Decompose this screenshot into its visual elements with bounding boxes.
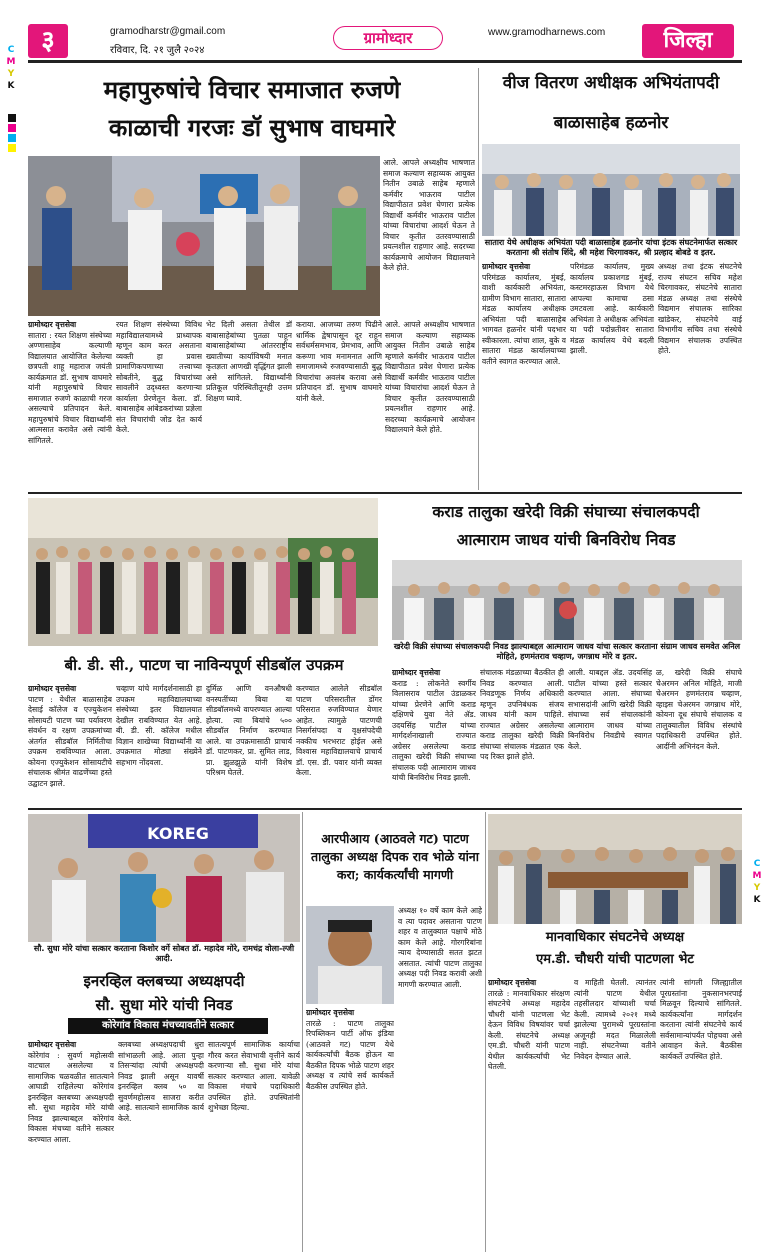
cmyk-m: M: [6, 57, 16, 67]
story2-col1-text: परिमंडळ कार्यालय, मुंबई, वाशी कार्यकारी अभियंता, ग्रामीण विभाग सातारा, सातारा मंडळ कार्यालय अधीक्षक अभियंता पदी बाळासाहेब भागवत हळनोर यांनी पदभार स्वीकारला. त्यांचा शाल, बुके व सातारा मंडळ कार्यालयाच्या वतीने स्वागत करण्यात आले.: [482, 272, 566, 366]
story1-col5-top: आले. आपले अध्यक्षीय भाषणात समाज कल्याण सहाय्यक आयुक्त नितीन उबाळे साहेब म्हणाले कर्मवीर भाऊराव पाटील विद्यापीठात प्रवेश घेणारा प्रत्येक विद्यार्थी कर्मवीर भाऊराव पाटील यांच्या विचारांचा आदर्श घेऊन ते विचार कृतीत उतरवण्यासाठी प्रयत्नशील राहणार आहे. सदरच्या कार्यक्रमाचे आयोजन विद्यालयाने केले होते.: [383, 158, 475, 272]
story1-col5-bottom: आले. आपले अध्यक्षीय भाषणात समाज कल्याण सहाय्यक आयुक्त नितीन उबाळे साहेब म्हणाले कर्मवीर भाऊराव पाटील विद्यापीठात प्रवेश घेणारा प्रत्येक विद्यार्थी कर्मवीर भाऊराव पाटील यांच्या विचारांचा आदर्श घेऊन ते विचार कृतीत उतरवण्यासाठी प्रयत्नशील राहणार आहे. सदरच्या कार्यक्रमाचे आयोजन विद्यालयाने केले होते.: [385, 320, 475, 434]
story1-photo: [28, 156, 380, 316]
cmyk-c: C: [7, 45, 15, 55]
story1-col1-text: सातारा : रयत शिक्षण संस्थेच्या अण्णासाहेब कल्याणी विद्यालयात आयोजित केलेल्या छत्रपती शाहू महाराज जयंती कार्यक्रमात डॉ. सुभाष वाघमारे यांनी महापुरुषांचे विचार समाजात रुजणे काळाची गरज असल्याचे प्रतिपादन केले. महापुरुषांचे विचार विद्यार्थ्यांनी आत्मसात करावेत असे त्यांनी सांगितले.: [28, 330, 112, 445]
story3-col2: चव्हाण यांचे मार्गदर्शनासाठी हा उपक्रम महाविद्यालयाच्या संस्थेच्या इतर विद्यालयात देखील राबविण्यात येत आहे. बी. डी. सी. कॉलेज मधील विज्ञान शाखेच्या विद्यार्थ्यांनी या उपक्रमात मोठ्या संख्येने सहभाग नोंदवला.: [116, 684, 202, 767]
story4-photo-caption: खरेदी विक्री संघाच्या संचालकपदी निवड झाल्याबद्दल आत्माराम जाधव यांचा सत्कार करताना संग्राम जाधव समवेत अनिल मोहिते, हणमंतराव चव्हाण, जगन्नाथ मोरे व इतर.: [393, 642, 741, 661]
story2-photo: [482, 144, 740, 236]
story5-col3: सातत्यपूर्ण सामाजिक कार्याचा गौरव करत सेवाभावी वृत्तीने कार्य करणाऱ्या सौ. सुधा मोरे यांचा सत्कार करण्यात आला. यावेळी विकास मंचाचे पदाधिकारी उपस्थित होते. उपस्थितांनी शुभेच्छा दिल्या.: [208, 1040, 300, 1112]
column-divider-2: [302, 812, 303, 1252]
story6-dateline: ग्रामोध्दार वृत्तसेवा: [306, 1008, 355, 1017]
story3-photo: [28, 498, 378, 646]
story1-dateline: ग्रामोध्दार वृत्तसेवा: [28, 320, 77, 329]
story3-col3: दुर्मिळ आणि वनऔषधी वनस्पतींच्या बिया या सीडबॉलमध्ये वापरण्यात आल्या होत्या. त्या बियांचे ५०० सीडबॉल निर्माण करण्यात आले. या उपक्रमासाठी प्राचार्य डॉ. पाटणकर, प्रा. सुमित लाड, प्रा. झुळझुळे यांनी विशेष परिश्रम घेतले.: [206, 684, 292, 777]
section-label: जिल्हा: [642, 24, 734, 58]
story3-col4: करण्यात आलेले सीडबॉल पाटण परिसरातील डोंगर परिसरात रुजविण्यात येणार आहेत. त्यामुळे पाटणची निसर्गसंपदा व वृक्षसंपदेची नक्कीच भरभराट होईल असे विश्वास महाविद्यालयाचे प्राचार्य डॉ. एस. डी. पवार यांनी व्यक्त केला.: [296, 684, 382, 777]
header-date: रविवार, दि. २१ जुलै २०२४: [110, 45, 205, 56]
column-divider: [478, 68, 479, 490]
story7-dateline: ग्रामोध्दार वृत्तसेवा: [488, 978, 537, 987]
story5-col1-text: कोरेगांव : सुवर्ण महोत्सवी वाटचाल असलेल्या व सामाजिक चळवळीत सातत्याने आघाडी राहिलेल्या कोरेगांव इनरव्हिल क्लबच्या अध्यक्षपदी सौ. सुधा महादेव मोरे यांची निवड झाल्याबद्दल कोरेगांव विकास मंचच्या वतीने सत्कार करण्यात आला.: [28, 1050, 114, 1144]
story4-col1-text: कराड : लोकनेते स्वर्गीय विलासराव पाटील उंडाळकर यांच्या प्रेरणेने आणि कराड दक्षिणचे युवा नेते ॲड. उदयसिंह पाटील यांच्या मार्गदर्शनाखाली राज्यात अग्रेसर असलेल्या कराड तालुका खरेदी विक्री संघाच्या संचालक पदी आत्माराम जाधव यांची बिनविरोध निवड झाली.: [392, 678, 476, 782]
story4-col4: ळ, खरेदी विक्री संघाचे चेअरमन अनिल मोहिते, माजी चेअरमन हणमंतराव चव्हाण, व्हाइस चेअरमन जगन्नाथ मोरे, कोयना दूध संघाचे संचालक व तालुक्यातील विविध संस्थांचे पदाधिकारी उपस्थित होते. आदींनी अभिनंदन केले.: [656, 668, 742, 751]
story3-headline: बी. डी. सी., पाटण चा नाविन्यपूर्ण सीडबॉल उपक्रम: [64, 656, 344, 674]
story1-col1: [28, 320, 112, 488]
story1-col2: रयत शिक्षण संस्थेच्या विविध महाविद्यालयामध्ये प्राध्यापक म्हणून काम करत असताना व्यक्ती हा प्रवास प्रामाणिकपणाच्या तत्त्वाच्या सोबतीने, बुद्ध विचारांच्या सावलीने उद्ध्वस्त करणाऱ्या कार्याला प्रेरणेतून केला. डॉ. बाबासाहेब आंबेडकरांच्या प्रज्ञेला संत विचारांची जोड देत कार्य केले.: [116, 320, 202, 434]
story5-dateline: ग्रामोध्दार वृत्तसेवा: [28, 1040, 77, 1049]
cmyk-y: Y: [7, 69, 15, 79]
story1-headline-line2: काळाची गरजः डॉ सुभाष वाघमारे: [108, 113, 396, 142]
story5-photo: [28, 814, 300, 942]
story7-photo: [488, 814, 742, 924]
story6-portrait: [306, 906, 394, 1004]
story7-col3: त्यांनी सांगली जिल्ह्यातील पूरग्रस्तांना नुकसानभरपाई मिळवून दिल्याचे सांगितले. कार्यकर्त्यांना मार्गदर्शन करताना त्यांनी संघटनेचे कार्य सर्वसामान्यांपर्यंत पोहचवा असे आवाहन केले. बैठकीस कार्यकर्ते उपस्थित होते.: [660, 978, 742, 1061]
story2-dateline: ग्रामोध्दार वृत्तसेवा: [482, 262, 531, 271]
story2-col3: अध्यक्ष तथा इंटक संघटनेचे राज्य संघटन सचिव महेश चिरगावकर, संघटनेचे सातारा मंडळ अध्यक्ष तथा संस्थेचे विद्यमान संचालक सारिका खांडेकर, संघटनेचे वाई विभागीय सचिव तथा संस्थेचे विद्यमान संचालक उपस्थित होते.: [658, 262, 742, 355]
header-rule: [28, 60, 742, 63]
story7-col1-text: तारळे : मानवाधिकार संरक्षण संघटनेचे अध्यक्ष महादेव चौधरी यांनी पाटणला भेट देऊन विविध विषयांवर चर्चा केली. संघटनेचे अध्यक्ष एम.डी. चौधरी यांनी पाटण येथील कार्यकर्त्यांची भेट घेतली.: [488, 988, 570, 1071]
story5-photo-caption: सौ. सुधा मोरे यांचा सत्कार करताना किशोर वर्गे सोबत डॉ. महादेव मोरे, रामचंद्र वोला-ल्जी आदी.: [33, 944, 295, 963]
story6-col1: [306, 1008, 394, 1252]
story5-col1: [28, 1040, 114, 1252]
column-divider-3: [485, 812, 486, 1252]
story6-headline: आरपीआय (आठवले गट) पाटण तालुका अध्यक्ष दिपक राव भोळे यांना करा; कार्यकर्त्यांची मागणी: [311, 831, 479, 882]
row-divider-1: [28, 492, 742, 494]
story6-col2: अध्यक्ष १० वर्षे काम केले आहे व त्या पदावर असताना पाटण शहर व तालुक्यात पक्षाचे मोठे काम केले आहे. गोरगरिबांना न्याय देण्यासाठी सतत झटत असतात. त्यांची पाटण तालुका अध्यक्ष पदी निवड करावी अशी मागणी करण्यात आली.: [398, 906, 482, 989]
cmyk-k: K: [7, 81, 15, 91]
masthead-logo: ग्रामोध्दार: [333, 26, 443, 50]
row-divider-2: [28, 808, 742, 810]
header-website: www.gramodharnews.com: [488, 27, 606, 38]
cmyk-register-marks: [6, 44, 16, 92]
story6-col1-text: तारळे : पाटण तालुका रिपब्लिकन पार्टी ऑफ इंडिया (आठवले गट) पाटण येथे कार्यकर्त्यांची बैठक होऊन या बैठकीत दिपक भोळे पाटण शहर अध्यक्ष व त्यांचे सर्व कार्यकर्ते बैठकीस उपस्थित होते.: [306, 1018, 394, 1091]
story4-photo: [392, 560, 742, 640]
story1-headline-line1: महापुरुषांचे विचार समाजात रुजणे: [103, 75, 401, 104]
page-number: ३: [28, 24, 68, 58]
story2-col1: [482, 262, 566, 488]
story5-banner-text: KOREG: [147, 824, 209, 843]
story1-col4: कराया. आजच्या तरुण पिढीने धार्मिक द्वेषापासून दूर राहून सर्वधर्मसमभाव, प्रेमभाव, आणि करूणा भाव मनामनात आणि समाजामध्ये रुजवण्यासाठी बुद्ध विचारांचा अवलंब करावा असे प्रतिपादन डॉ. सुभाष वाघमारे यांनी केले.: [296, 320, 382, 403]
story7-col2: व माहिती घेतली. त्यानंतर त्यांनी पाटण येथील तहसीलदार यांच्याशी चर्चा केली. त्यामध्ये २०२१ मध्ये झालेल्या पुरामध्ये पूरग्रस्तांना अजूनही मदत मिळालेली नाही. संघटनेच्या वतीने निवेदन देण्यात आले.: [574, 978, 656, 1061]
header-email: gramodharstr@gmail.com: [110, 26, 226, 37]
story1-col3: भेट दिली असता तेथील डॉ बाबासाहेबांच्या पुतळा पाहून बाबासाहेबांच्या आंतरराष्ट्रीय ख्यातीच्या कार्याविषयी मनात कृतज्ञता आणखी वृद्धिंगत झाली असे सांगितले. विद्यार्थ्यांनी प्रतिकूल परिस्थितीतूनही उत्तम शिक्षण घ्यावे.: [206, 320, 292, 403]
story5-col2: क्लबच्या अध्यक्षपदाची धुरा सांभाळली आहे. आता पुन्हा तिसऱ्यांदा त्यांची अध्यक्षपदी निवड झाली असून यावर्षी इनरव्हिल क्लब ५० वा सुवर्णमहोत्सव साजरा करीत आहे. सातत्याने सामाजिक कार्य केले.: [118, 1040, 204, 1123]
story4-col3: आली. याबद्दल ॲड. उदयसिंह पाटील यांच्या हस्ते सत्कार करण्यात आला. संघाच्या सभासदांनी आणि खरेदी विक्री संघाच्या सर्व संचालकांनी आत्माराम जाधव यांच्या बिनविरोध निवडीचे स्वागत केले.: [568, 668, 652, 751]
story2-headline-line2: बाळासाहेब हळनोर: [553, 113, 669, 133]
story2-photo-caption: सातारा येथे अधीक्षक अभियंता पदी बाळासाहेब हळनोर यांचा इंटक संघटनेमार्फत सत्कार करताना श्री संतोष शिंदे, श्री महेश चिरगावकर, श्री प्रल्हाद बोबडे व इतर.: [484, 238, 738, 257]
story4-headline-line1: कराड तालुका खरेदी विक्री संघाच्या संचालकपदी: [432, 502, 700, 521]
story5-headline-line2: सौ. सुधा मोरे यांची निवड: [95, 996, 233, 1014]
cmyk-register-marks-right: C M Y K: [752, 859, 762, 905]
story3-col1: [28, 684, 112, 802]
story2-headline-line1: वीज वितरण अधीक्षक अभियंतापदी: [502, 73, 720, 93]
story7-col1: [488, 978, 570, 1252]
story7-headline-line2: एम.डी. चौधरी यांची पाटणला भेट: [536, 952, 694, 967]
story4-col2: संचालक मंडळाच्या बैठकीत ही निवड करण्यात आली. निवडणूक निर्णय अधिकारी म्हणून उपनिबंधक संजय जाधव यांनी काम पाहिले. राज्यात अग्रेसर असलेल्या कराड तालुका खरेदी विक्री संघाच्या संचालक मंडळात एक पद रिक्त झाले होते.: [480, 668, 564, 761]
story5-headline-line1: इनरव्हिल क्लबच्या अध्यक्षपदी: [83, 972, 245, 990]
color-swatches-top: [8, 112, 16, 154]
story3-dateline: ग्रामोध्दार वृत्तसेवा: [28, 684, 77, 693]
story7-headline-line1: मानवाधिकार संघटनेचे अध्यक्ष: [545, 930, 685, 945]
story5-subhead: कोरेगांव विकास मंचच्यावतीने सत्कार: [68, 1018, 268, 1034]
story4-headline-line2: आत्माराम जाधव यांची बिनविरोध निवड: [456, 530, 676, 549]
story3-col1-text: पाटण : येथील बाळासाहेब देसाई कॉलेज व एज्युकेशन सोसायटी पाटण च्या पर्यावरण संवर्धन व रक्षण उपक्रमांच्या अंतर्गत सीडबॉल निर्मितीचा उपक्रम राबविण्यात आला. कोयना एज्युकेशन सोसायटीचे संचालक श्रीमंत वाढणेंच्या हस्ते उद्घाटन झाले.: [28, 694, 112, 788]
story2-col2: परिमंडळ कार्यालय, मुख्य कार्यालय प्रकाशगड मुंबई, कस्टमरहाऊस विभाग येथे आपल्या कामाचा ठसा उमटवला आहे. कार्यकारी अभियंता ते अधीक्षक अभियंता या पदी पदोन्नतीवर सातारा मंडळ कार्यालय येथे बदली झाली.: [570, 262, 654, 355]
story4-dateline: ग्रामोध्दार वृत्तसेवा: [392, 668, 441, 677]
story4-col1: [392, 668, 476, 806]
